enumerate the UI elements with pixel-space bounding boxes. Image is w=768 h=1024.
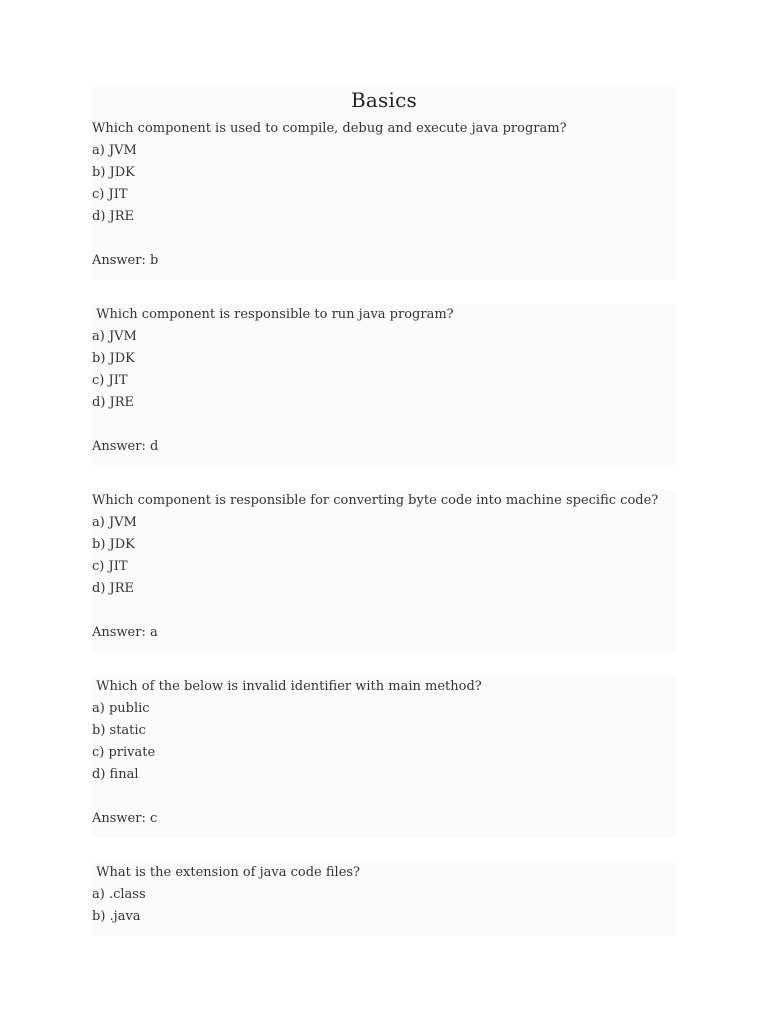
question-block-5 [92,862,676,936]
question-text: Which of the below is invalid identifier with main method? [92,679,482,694]
option-b: b) static [92,723,146,738]
option-a: a) public [92,701,150,716]
spacer [92,414,676,436]
option-a: a) JVM [92,515,137,530]
option-d: d) final [92,767,139,782]
document-page [92,86,676,936]
option-c: c) JIT [92,373,128,388]
page-title: Basics [92,86,676,114]
spacer [92,228,676,250]
question-text: Which component is responsible to run java program? [92,307,454,322]
option-a: a) JVM [92,329,137,344]
spacer [92,600,676,622]
option-b: b) JDK [92,351,135,366]
option-d: d) JRE [92,209,135,224]
answer-text: Answer: d [92,439,159,454]
question-text: What is the extension of java code files? [92,865,361,880]
option-c: c) private [92,745,156,760]
option-d: d) JRE [92,395,135,410]
answer-text: Answer: a [92,625,158,640]
option-d: d) JRE [92,581,135,596]
question-block-3 [92,490,676,652]
option-a: a) .class [92,887,146,902]
option-b: b) .java [92,909,141,924]
question-block-4 [92,676,676,838]
option-c: c) JIT [92,187,128,202]
question-text: Which component is responsible for converting byte code into machine specific code? [92,493,659,508]
question-block-1 [92,114,676,280]
answer-text: Answer: c [92,811,158,826]
option-b: b) JDK [92,537,135,552]
spacer [92,786,676,808]
option-b: b) JDK [92,165,135,180]
option-a: a) JVM [92,143,137,158]
option-c: c) JIT [92,559,128,574]
answer-text: Answer: b [92,253,159,268]
question-block-2 [92,304,676,466]
question-text: Which component is used to compile, debug and execute java program? [92,121,567,136]
